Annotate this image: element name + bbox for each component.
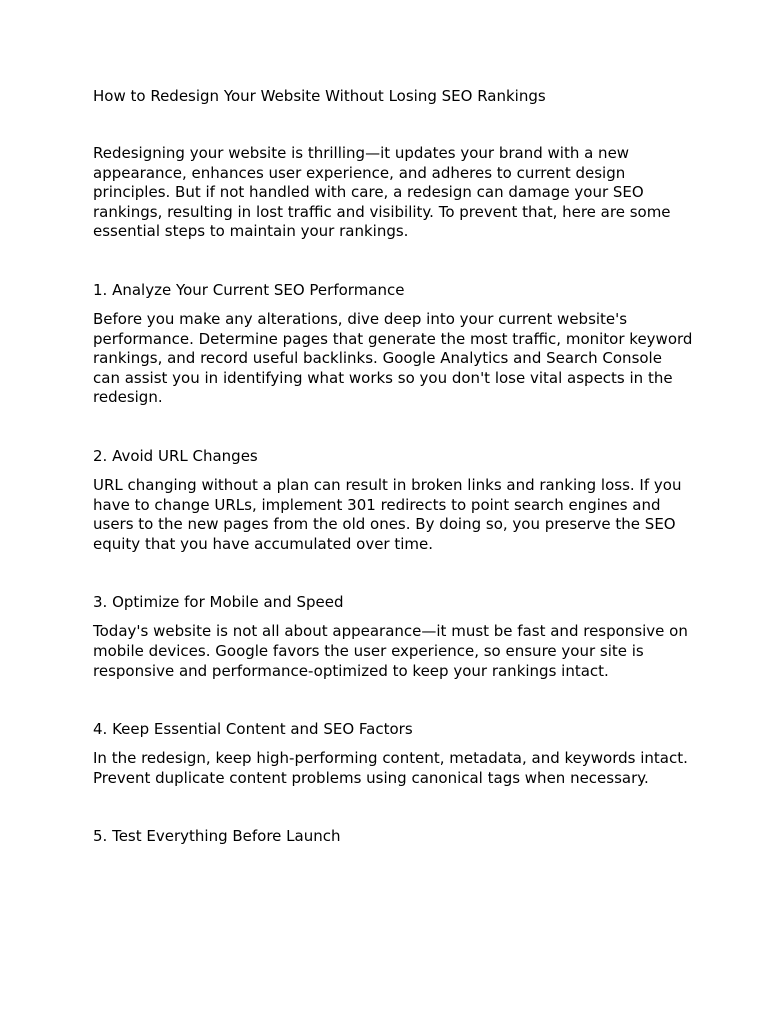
- section-heading: 4. Keep Essential Content and SEO Factors: [93, 720, 413, 739]
- section-mobile-speed: [93, 592, 693, 681]
- section-heading: 2. Avoid URL Changes: [93, 446, 258, 465]
- section-test-launch: [93, 826, 693, 846]
- section-body: In the redesign, keep high-performing content, metadata, and keywords intact. Prevent duplicate content problems using canonical tags when necessary.: [93, 749, 688, 787]
- section-analyze: [93, 280, 693, 408]
- section-body: URL changing without a plan can result in broken links and ranking loss. If you have to change URLs, implement 301 redirects to point search engines and users to the new pages from the old ones. By doing so, you preserve the SEO equity that you have accumulated over time.: [93, 475, 682, 553]
- section-essential-content: [93, 719, 693, 788]
- section-body: Today's website is not all about appearance—it must be fast and responsive on mobile devices. Google favors the user experience, so ensure your site is responsive and performance-optimized to keep your rankings intact.: [93, 622, 688, 680]
- document-title: How to Redesign Your Website Without Losing SEO Rankings: [93, 87, 546, 105]
- intro-paragraph: Redesigning your website is thrilling—it updates your brand with a new appearance, enhances user experience, and adheres to current design principles. But if not handled with care, a redesign can damage your SEO rankings, resulting in lost traffic and visibility. To prevent that, here are some essential steps to maintain your rankings.: [93, 144, 671, 241]
- section-heading: 1. Analyze Your Current SEO Performance: [93, 280, 405, 299]
- document-page: [93, 86, 693, 846]
- section-url-changes: [93, 446, 693, 554]
- section-heading: 3. Optimize for Mobile and Speed: [93, 593, 344, 612]
- section-heading: 5. Test Everything Before Launch: [93, 827, 341, 846]
- section-body: Before you make any alterations, dive deep into your current website's performance. Determine pages that generate the most traffic, monitor keyword rankings, and record useful backlinks. Google Analytics and Search Console can assist you in identifying what works so you don't lose vital aspects in the redesign.: [93, 309, 693, 407]
